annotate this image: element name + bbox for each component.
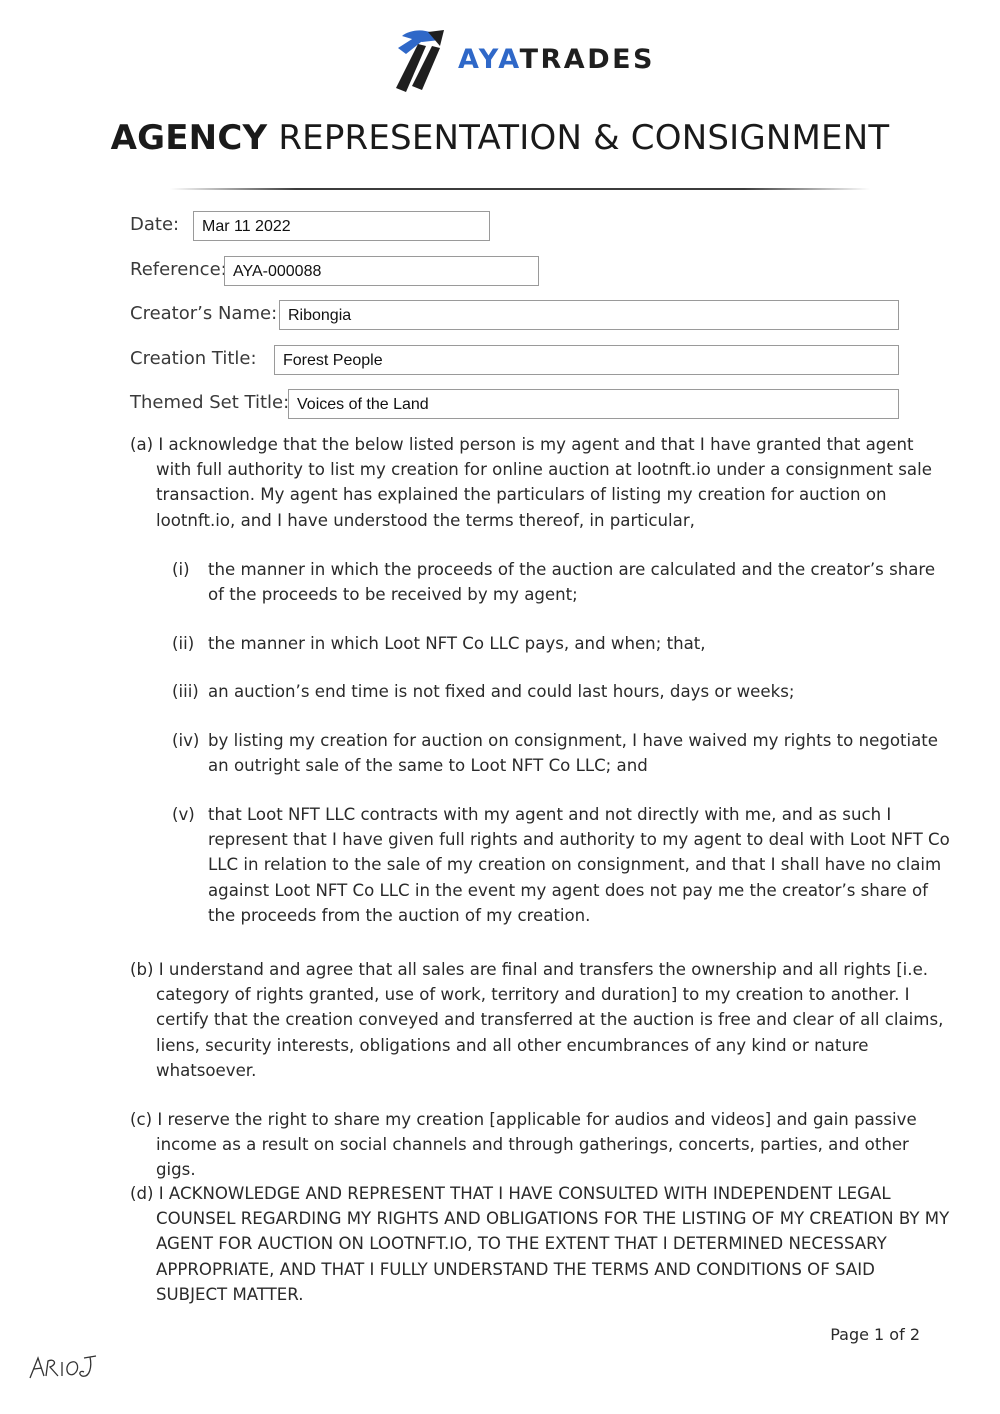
item-text: an auction’s end time is not fixed and could last hours, days or weeks;: [208, 682, 795, 701]
item-marker: (ii): [172, 634, 195, 653]
item-text: by listing my creation for auction on consignment, I have waived my rights to negotiate an outright sale of the same to Loot NFT Co LLC; and: [208, 731, 939, 776]
item-marker: (iii): [172, 682, 199, 701]
clause-d: [130, 1181, 950, 1307]
clause-b: [130, 957, 950, 1083]
creation-title-label: Creation Title:: [130, 348, 257, 369]
date-label: Date:: [130, 214, 180, 235]
title-rest: REPRESENTATION & CONSIGNMENT: [267, 118, 890, 158]
ayatrades-logo-mark-icon: [392, 28, 448, 94]
reference-field[interactable]: AYA-000088: [224, 256, 539, 286]
clause-a-item-v: [172, 802, 952, 928]
brand-name: [458, 44, 655, 75]
clause-c-text: (c) I reserve the right to share my creation [applicable for audios and videos] and gain passive income as a result on social channels and through gatherings, concerts, parties, and other gigs.: [130, 1110, 917, 1180]
item-text: the manner in which the proceeds of the auction are calculated and the creator’s share of the proceeds to be received by my agent;: [208, 560, 936, 605]
themed-set-title-label: Themed Set Title:: [130, 392, 290, 413]
clause-a-item-ii: [172, 631, 952, 656]
company-logo: [392, 28, 672, 94]
handwritten-initials: [28, 1352, 100, 1382]
themed-set-title-field[interactable]: Voices of the Land: [288, 389, 899, 419]
document-title: [0, 118, 1000, 158]
clause-b-text: (b) I understand and agree that all sales are final and transfers the ownership and all rights [i.e. category of rights granted, use of work, territory and duration] to my creation to another. I certify that the creation conveyed and transferred at the auction is free and clear of all claims, liens, security interests, obligations and all other encumbrances of any kind or nature whatsoever.: [130, 960, 944, 1080]
date-field[interactable]: Mar 11 2022: [193, 211, 490, 241]
clause-a-item-iv: [172, 728, 952, 778]
creator-name-field[interactable]: Ribongia: [279, 300, 899, 330]
item-marker: (v): [172, 805, 195, 824]
page-number: Page 1 of 2: [830, 1325, 920, 1344]
clause-c: [130, 1107, 950, 1183]
title-divider: [170, 188, 870, 190]
reference-label: Reference:: [130, 259, 227, 280]
creator-name-label: Creator’s Name:: [130, 303, 278, 324]
brand-aya: AYA: [458, 44, 520, 75]
item-text: the manner in which Loot NFT Co LLC pays, and when; that,: [208, 634, 706, 653]
clause-a-item-i: [172, 557, 952, 607]
clause-a-item-iii: [172, 679, 952, 704]
title-bold: AGENCY: [110, 118, 268, 158]
item-text: that Loot NFT LLC contracts with my agent and not directly with me, and as such I represent that I have given full rights and authority to my agent to deal with Loot NFT Co LLC in relation to the sale of my creation on consignment, and that I shall have no claim against Loot NFT Co LLC in the event my agent does not pay me the creator’s share of the proceeds from the auction of my creation.: [208, 805, 950, 925]
creation-title-field[interactable]: Forest People: [274, 345, 899, 375]
clause-a-text: (a) I acknowledge that the below listed person is my agent and that I have granted that agent with full authority to list my creation for online auction at lootnft.io under a consignment sale transaction. My agent has explained the particulars of listing my creation for auction on lootnft.io, and I have understood the terms thereof, in particular,: [130, 435, 932, 530]
item-marker: (i): [172, 560, 190, 579]
brand-trades: TRADES: [519, 44, 655, 75]
clause-a: [130, 432, 950, 533]
item-marker: (iv): [172, 731, 200, 750]
clause-d-text: (d) I ACKNOWLEDGE AND REPRESENT THAT I HAVE CONSULTED WITH INDEPENDENT LEGAL COUNSEL REGARDING MY RIGHTS AND OBLIGATIONS FOR THE LISTING OF MY CREATION BY MY AGENT FOR AUCTION ON LOOTNFT.IO, TO THE EXTENT THAT I DETERMINED NECESSARY APPROPRIATE, AND THAT I FULLY UNDERSTAND THE TERMS AND CONDITIONS OF SAID SUBJECT MATTER.: [130, 1184, 950, 1304]
